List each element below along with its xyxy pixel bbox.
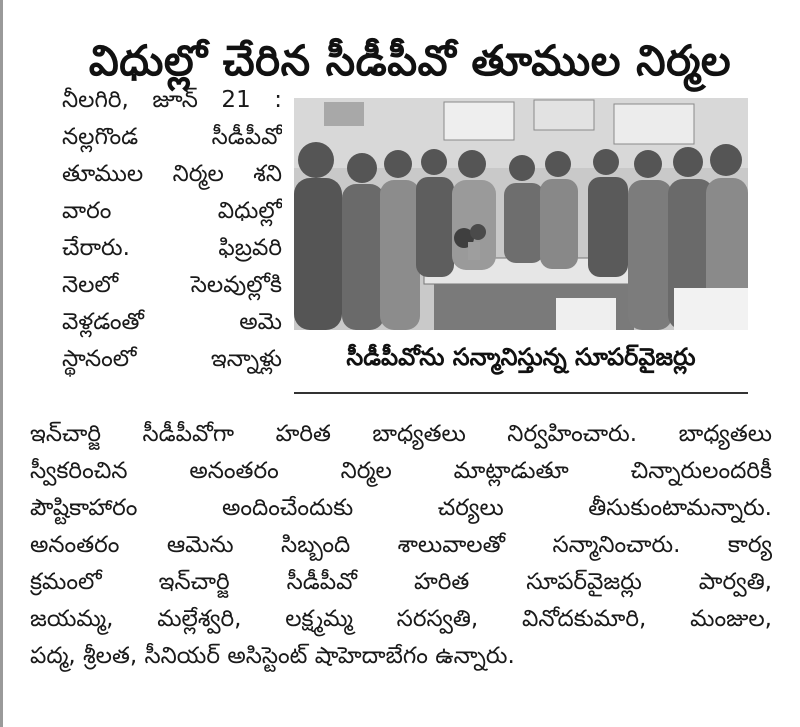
body-line: పద్మ, శ్రీలత, సీనియర్ అసిస్టెంట్ షాహెదాబేగం ఉన్నారు. bbox=[30, 643, 515, 669]
photo-illustration bbox=[294, 98, 748, 330]
body-line: పౌష్టికాహారం అందించేందుకు చర్యలు తీసుకుంటామన్నారు. bbox=[30, 495, 772, 521]
body-column bbox=[30, 416, 772, 675]
intro-line: నీలగిరి, జూన్ 21 : bbox=[62, 87, 282, 113]
intro-line: నెలలో సెలవుల్లోకి bbox=[62, 272, 282, 298]
intro-line: వారం విధుల్లో bbox=[62, 198, 282, 224]
photo-caption: సీడీపీవోను సన్మానిస్తున్న సూపర్‌వైజర్లు bbox=[346, 343, 696, 371]
intro-line: నల్లగొండ సీడీపీవో bbox=[62, 124, 282, 150]
intro-line: వెళ్లడంతో అమె bbox=[62, 309, 282, 335]
intro-line: తూముల నిర్మల శని bbox=[62, 161, 282, 187]
body-line: ఇన్‌చార్జి సీడీపీవోగా హరిత బాధ్యతలు నిర్వహించారు. బాధ్యతలు bbox=[30, 421, 772, 447]
caption-divider bbox=[294, 392, 748, 394]
intro-line: చేరారు. ఫిబ్రవరి bbox=[62, 235, 282, 261]
headline: విధుల్లో చేరిన సీడీపీవో తూముల నిర్మల bbox=[88, 36, 732, 86]
body-line: స్వీకరించిన అనంతరం నిర్మల మాట్లాడుతూ చిన్నారులందరికీ bbox=[30, 458, 772, 484]
body-line: అనంతరం ఆమెను సిబ్బంది శాలువాలతో సన్మానించారు. కార్య bbox=[30, 532, 772, 558]
body-line: జయమ్మ, మల్లేశ్వరి, లక్ష్మమ్మ సరస్వతి, వినోదకుమారి, మంజుల, bbox=[30, 606, 772, 632]
intro-column bbox=[62, 82, 282, 378]
intro-line: స్థానంలో ఇన్నాళ్లు bbox=[62, 346, 282, 372]
body-line: క్రమంలో ఇన్‌చార్జి సీడీపీవో హరిత సూపర్‌వైజర్లు పార్వతి, bbox=[30, 569, 772, 595]
column-divider bbox=[0, 0, 3, 727]
news-photo bbox=[294, 98, 748, 330]
